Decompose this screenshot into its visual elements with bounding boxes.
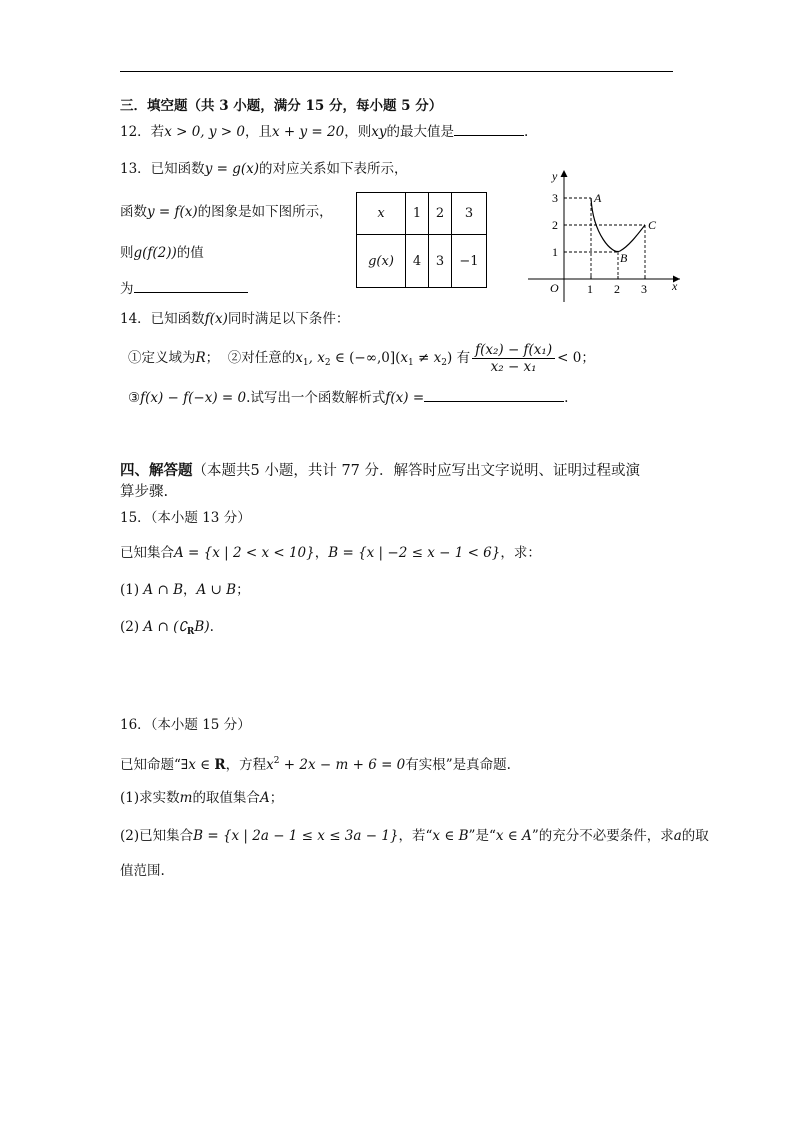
q15-punct: ， <box>314 545 329 561</box>
q13-text: 的值 <box>176 245 204 261</box>
q13-func-g: y = g(x) <box>204 161 259 177</box>
q14-text: 14．已知函数 <box>120 311 205 327</box>
x-tick-label: 3 <box>641 282 647 296</box>
q13-line2 <box>120 203 333 221</box>
q16-var: a <box>673 828 682 844</box>
y-axis-label: y <box>552 169 558 183</box>
q16-text: ，方程 <box>225 757 267 773</box>
q12-text: ，则 <box>344 124 372 140</box>
section3-title: 三．填空题（共 3 小题，满分 15 分，每小题 5 分） <box>120 98 443 114</box>
q16-text: (2)已知集合 <box>120 828 194 844</box>
y-tick-label: 1 <box>552 245 558 259</box>
q15-union: A ∪ B <box>196 582 237 598</box>
table-cell: −1 <box>452 235 487 288</box>
point-a-label: A <box>594 191 602 205</box>
q14-punct: ； <box>581 350 595 366</box>
q16-punct: ； <box>269 790 284 806</box>
q15-text: 已知集合 <box>120 545 174 561</box>
q15-part1 <box>120 581 250 599</box>
y-axis-arrow-icon <box>561 170 568 177</box>
q14-text: 同时满足以下条件： <box>227 311 350 327</box>
q14-punct: ； <box>205 350 220 366</box>
q16-part2-cont: 值范围. <box>120 863 165 879</box>
q16-exists: ∃x ∈ <box>180 757 215 773</box>
table-cell: 3 <box>452 193 487 235</box>
q12-text: ，且 <box>244 124 272 140</box>
answer-blank-13[interactable] <box>134 279 248 293</box>
q16-part1 <box>120 789 283 807</box>
q14-op: < 0 <box>557 350 582 366</box>
q16-exp: 2 <box>273 756 280 766</box>
q16-text: 的取值集合 <box>192 790 260 806</box>
q14-domain: R <box>195 350 206 366</box>
function-graph <box>528 162 688 302</box>
q15-punct: . <box>209 619 214 635</box>
point-c-label: C <box>648 218 657 232</box>
q15-real-set: R <box>186 627 195 637</box>
section4-desc2: 算步骤. <box>120 484 169 500</box>
q12-end: . <box>523 124 529 140</box>
q14-text: .试写出一个函数解析式 <box>246 390 386 406</box>
fraction-numerator: f(x₂) − f(x₁) <box>472 342 555 359</box>
q15-part2 <box>120 618 214 641</box>
q14-end: . <box>564 390 569 406</box>
q14-var: , x <box>308 350 325 366</box>
q15-part-num: (2) <box>120 619 140 635</box>
y-tick-label: 3 <box>552 191 558 205</box>
q15-line1 <box>120 544 541 562</box>
q12-expr: xy <box>371 124 387 140</box>
q16-text: 已知命题“ <box>120 757 181 773</box>
x-tick-label: 1 <box>587 282 593 296</box>
q15-complement: B) <box>194 619 210 635</box>
q14-sub: 2 <box>441 358 448 368</box>
q14-fx: f(x) = <box>385 390 425 406</box>
q16-line1 <box>120 752 511 774</box>
q12-cond: x > 0, y > 0 <box>164 124 245 140</box>
q13-line3 <box>120 244 204 262</box>
q15-punct: ， <box>183 582 197 598</box>
q14-op: ) <box>447 350 453 366</box>
q14-sub: 1 <box>302 358 309 368</box>
q14-cond2: ②对任意的 <box>227 350 296 366</box>
q14-cond3: ③ <box>128 390 141 406</box>
table-cell: 4 <box>406 235 429 288</box>
guide-lines <box>564 198 645 279</box>
q14-fraction <box>472 342 555 375</box>
q16-real-set: R <box>214 757 226 773</box>
question-12 <box>120 122 528 141</box>
answer-blank-14[interactable] <box>424 388 564 402</box>
q15-complement: A ∩ (∁ <box>143 619 187 635</box>
table-cell: 2 <box>429 193 452 235</box>
q15-set-b: B = {x | −2 ≤ x − 1 < 6} <box>328 545 501 561</box>
q14-var: x <box>295 350 303 366</box>
x-axis-label: x <box>672 279 678 293</box>
q14-op: ≠ <box>413 350 434 366</box>
section4-title: 四、解答题 <box>120 462 193 479</box>
q16-text: (1)求实数 <box>120 790 180 806</box>
fraction-denominator: x₂ − x₁ <box>490 359 537 375</box>
q12-text: 的最大值是 <box>386 124 454 140</box>
q15-punct: ； <box>236 582 250 598</box>
table-cell: 3 <box>429 235 452 288</box>
q16-heading: 16．（本小题 15 分） <box>120 717 251 733</box>
q16-cond: x ∈ A <box>495 828 532 844</box>
q14-line1 <box>120 310 349 328</box>
q12-num: 12．若 <box>120 124 165 140</box>
q14-line3 <box>128 388 568 407</box>
q16-text: ”的充分不必要条件，求 <box>531 828 674 844</box>
q15-part-num: (1) <box>120 582 140 598</box>
q16-var: A <box>259 790 270 806</box>
x-tick-label: 2 <box>614 282 620 296</box>
q14-text: 有 <box>452 350 471 366</box>
q13-text: 则 <box>120 245 134 261</box>
q15-text: ，求： <box>500 545 541 561</box>
q13-expr: g(f(2)) <box>133 245 177 261</box>
table-cell: 1 <box>406 193 429 235</box>
table-header-x: x <box>357 193 406 235</box>
q16-eq: + 2x − m + 6 = 0 <box>279 757 406 773</box>
q14-cond1: ①定义域为 <box>128 350 196 366</box>
q13-text: 的图象是如下图所示， <box>197 204 333 220</box>
q16-text: 的取 <box>681 828 709 844</box>
point-b-label: B <box>620 251 628 265</box>
q16-eq: x <box>266 757 274 773</box>
q13-func-f: y = f(x) <box>147 204 198 220</box>
q16-text: ，若“ <box>398 828 433 844</box>
q15-set-a: A = {x | 2 < x < 10} <box>174 545 315 561</box>
section4-desc: （本题共5 小题，共计 77 分．解答时应写出文字说明、证明过程或演 <box>192 463 641 479</box>
q14-conditions-line <box>128 340 595 381</box>
answer-blank-12[interactable] <box>454 122 524 136</box>
q16-var: m <box>179 790 193 806</box>
q15-intersection: A ∩ B <box>143 582 183 598</box>
q16-text: 有实根”是真命题. <box>405 757 511 773</box>
q14-cond3-eq: f(x) − f(−x) = 0 <box>140 390 247 406</box>
q13-text: 的对应关系如下表所示， <box>259 161 408 177</box>
q14-sub: 2 <box>324 358 331 368</box>
g-value-table <box>356 192 487 288</box>
table-header-gx: g(x) <box>357 235 406 288</box>
q13-text: 13．已知函数 <box>120 161 205 177</box>
q14-var: x <box>433 350 442 366</box>
q14-domain-interval: ∈ (−∞,0]( <box>330 350 401 366</box>
y-tick-label: 2 <box>552 218 558 232</box>
q14-var: x <box>400 350 409 366</box>
q15-heading: 15．（本小题 13 分） <box>120 510 251 526</box>
q16-set-b: B = {x | 2a − 1 ≤ x ≤ 3a − 1} <box>193 828 399 844</box>
q16-text: ”是“ <box>468 828 496 844</box>
q13-text: 函数 <box>120 204 147 220</box>
header-rule <box>120 71 673 72</box>
q14-func: f(x) <box>204 311 228 327</box>
q13-line4 <box>120 279 248 298</box>
q12-eq: x + y = 20 <box>271 124 345 140</box>
section4-intro <box>120 462 640 480</box>
q14-sub: 1 <box>408 358 414 368</box>
q16-part2 <box>120 827 709 845</box>
q16-cond: x ∈ B <box>432 828 469 844</box>
origin-label: O <box>550 281 559 295</box>
q13-text: 为 <box>120 281 134 297</box>
q13-line1 <box>120 160 408 178</box>
